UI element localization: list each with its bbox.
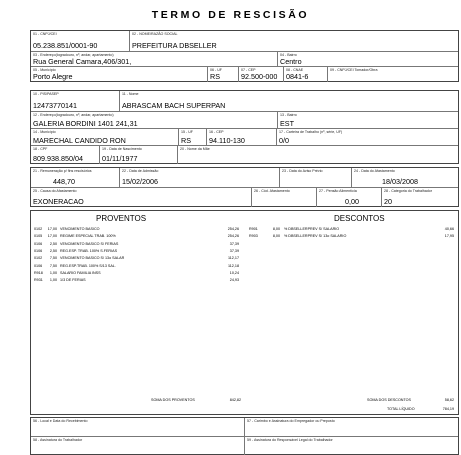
proventos-total-label: SOMA DOS PROVENTOS	[151, 398, 195, 402]
proventos-item-qty: 17,00	[47, 227, 57, 231]
employee-municipio-field: 14 - Município MARECHAL CANDIDO RON	[33, 130, 126, 145]
ctps-field: 17 - Carteira de Trabalho (nº, série, UF) 0/0	[276, 129, 459, 146]
proventos-item-qty: 1,00	[49, 270, 57, 275]
proventos-item-qty: 1,00	[49, 278, 57, 283]
proventos-item-desc: VENCIMENTO BASICO S/ FERIAS	[60, 241, 119, 246]
proventos-item-qty: 2,50	[49, 248, 57, 253]
receipt-place-date-field: 56 - Local e Data do Recebimento	[33, 419, 88, 423]
cnpj-field: 01 - CNPJ/CEI 05.238.851/0001-90	[33, 32, 98, 50]
proventos-header: PROVENTOS	[96, 214, 147, 223]
worker-signature-field: 58 - Assinatura do Trabalhador	[33, 438, 83, 442]
employer-stamp-field: 57 - Carimbo e Assinatura do Empregador ou Preposto	[244, 418, 459, 436]
employer-uf-field: 06 - UF RS	[207, 67, 239, 82]
employee-cep-field: 16 - CEP 94.110-130	[206, 129, 277, 146]
proventos-item-desc: 1/3 DE FERIAS	[60, 278, 86, 283]
employee-name-field: 11 - Nome ABRASCAM BACH SUPERPAN	[119, 91, 459, 111]
employee-uf-field: 15 - UF RS	[178, 129, 207, 146]
cpf-field: 18 - CPF 809.938.850/04	[33, 147, 83, 163]
employee-section	[30, 90, 459, 164]
birth-date-field: 19 - Data de Nascimento 01/11/1977	[99, 146, 178, 164]
employer-address-field: 03 - Endereço(logradouro, nº, andar, apartamento) Rua General Camara,406/301,	[33, 53, 132, 66]
descontos-item-code: R901	[249, 227, 258, 231]
proventos-item-value: 254,26	[227, 234, 239, 239]
worker-category-field: 28 - Categoria do Trabalhador 20	[381, 188, 459, 207]
termination-code-field: 26 - Cód. Afastamento	[251, 188, 317, 207]
proventos-item-value: 254,26	[227, 227, 239, 231]
employee-bairro-field: 13 - Bairro EST	[277, 112, 459, 129]
document-title: TERMO DE RESCISÃO	[151, 9, 310, 21]
pis-field: 10 - PIS/PASEP 12473770141	[33, 92, 77, 110]
earnings-deductions-section	[30, 210, 459, 415]
proventos-item-desc: SALARIO FAMILIA INSS	[60, 270, 101, 275]
mother-name-field: 20 - Nome da Mãe	[177, 146, 459, 164]
proventos-item-value: 112,17	[227, 256, 239, 261]
signature-section	[30, 417, 459, 455]
proventos-item-code: 0102	[34, 256, 43, 261]
net-total: 784,19	[442, 407, 454, 411]
employer-cep-field: 07 - CEP 92.500-000	[238, 67, 284, 82]
admission-date-field: 22 - Data de Admissão 15/02/2006	[119, 168, 280, 187]
descontos-item-value: 40,66	[444, 227, 454, 231]
proventos-item-qty: 7,50	[49, 263, 57, 268]
proventos-total: 842,82	[229, 398, 241, 402]
net-total-label: TOTAL LÍQUIDO	[387, 407, 415, 411]
descontos-item-code: R903	[249, 234, 258, 239]
guardian-signature-field: 59 - Assinatura do Responsável Legal do Trabalhador	[244, 437, 459, 455]
proventos-item-qty: 17,00	[47, 234, 57, 239]
descontos-item-desc: % DBSELLERPREV S/ 13o SALARIO	[284, 234, 347, 239]
proventos-item-value: 24,93	[229, 278, 239, 283]
descontos-item-qty: 8,00	[272, 234, 280, 239]
contract-section	[30, 167, 459, 207]
proventos-item-code: R931	[34, 278, 43, 283]
proventos-item-value: 37,39	[229, 248, 239, 253]
descontos-total-label: SOMA DOS DESCONTOS	[367, 398, 411, 402]
proventos-item-code: R918	[34, 270, 43, 275]
termination-cause-field: 25 - Causa do Afastamento EXONERACAO	[33, 189, 84, 206]
cnae-field: 08 - CNAE 0841-6	[283, 67, 328, 82]
proventos-item-qty: 2,50	[49, 241, 57, 246]
descontos-item-desc: % DBSELLERPREV S/ SALARIO	[284, 227, 340, 231]
proventos-item-value: 10,24	[229, 270, 239, 275]
remuneration-field: 21 - Remuneração p/ fins rescisórios 448,70	[33, 169, 92, 186]
proventos-item-code: 0105	[34, 234, 43, 239]
proventos-item-desc: VENCIMENTO BASICO S/ 13o SALAR	[60, 256, 125, 261]
employer-municipio-field: 05 - Município Porto Alegre	[33, 68, 73, 81]
proventos-item-qty: 7,50	[49, 256, 57, 261]
proventos-item-code: 0102	[34, 227, 43, 231]
proventos-item-desc: REGIME ESPECIAL TRAB. 100%	[60, 234, 116, 239]
employer-section	[30, 30, 459, 82]
proventos-item-code: 0106	[34, 263, 43, 268]
employer-bairro-field: 04 - Bairro Centro	[277, 52, 459, 67]
proventos-item-desc: VENCIMENTO BASICO	[60, 227, 100, 231]
proventos-item-desc: REG.ESP. TRAB. 100% S.FERIAS	[60, 248, 118, 253]
proventos-item-desc: REG.ESP.TRAB. 100% S/13 SAL.	[60, 263, 116, 268]
descontos-header: DESCONTOS	[334, 214, 385, 223]
termination-date-field: 24 - Data do Afastamento 18/03/2008	[351, 168, 459, 187]
razao-social-field: 02 - NOME/RAZÃO SOCIAL PREFEITURA DBSELLER	[129, 31, 459, 51]
alimony-field: 27 - Pensão Alimentícia 0,00	[316, 188, 382, 207]
proventos-item-code: 0106	[34, 241, 43, 246]
proventos-item-value: 112,18	[227, 263, 239, 268]
descontos-item-value: 17,95	[444, 234, 454, 239]
notice-date-field: 23 - Data do Aviso Prévio	[279, 168, 352, 187]
cnpj-tomador-field: 09 - CNPJ/CEI Tomador/Obra	[327, 67, 459, 82]
proventos-item-value: 37,39	[229, 241, 239, 246]
proventos-item-code: 0106	[34, 248, 43, 253]
employee-address-field: 12 - Endereço(logradouro, nº, andar, apartamento) GALERIA BORDINI 1401 241,31	[33, 113, 138, 128]
descontos-total: 58,62	[444, 398, 454, 402]
descontos-item-qty: 8,00	[272, 227, 280, 231]
